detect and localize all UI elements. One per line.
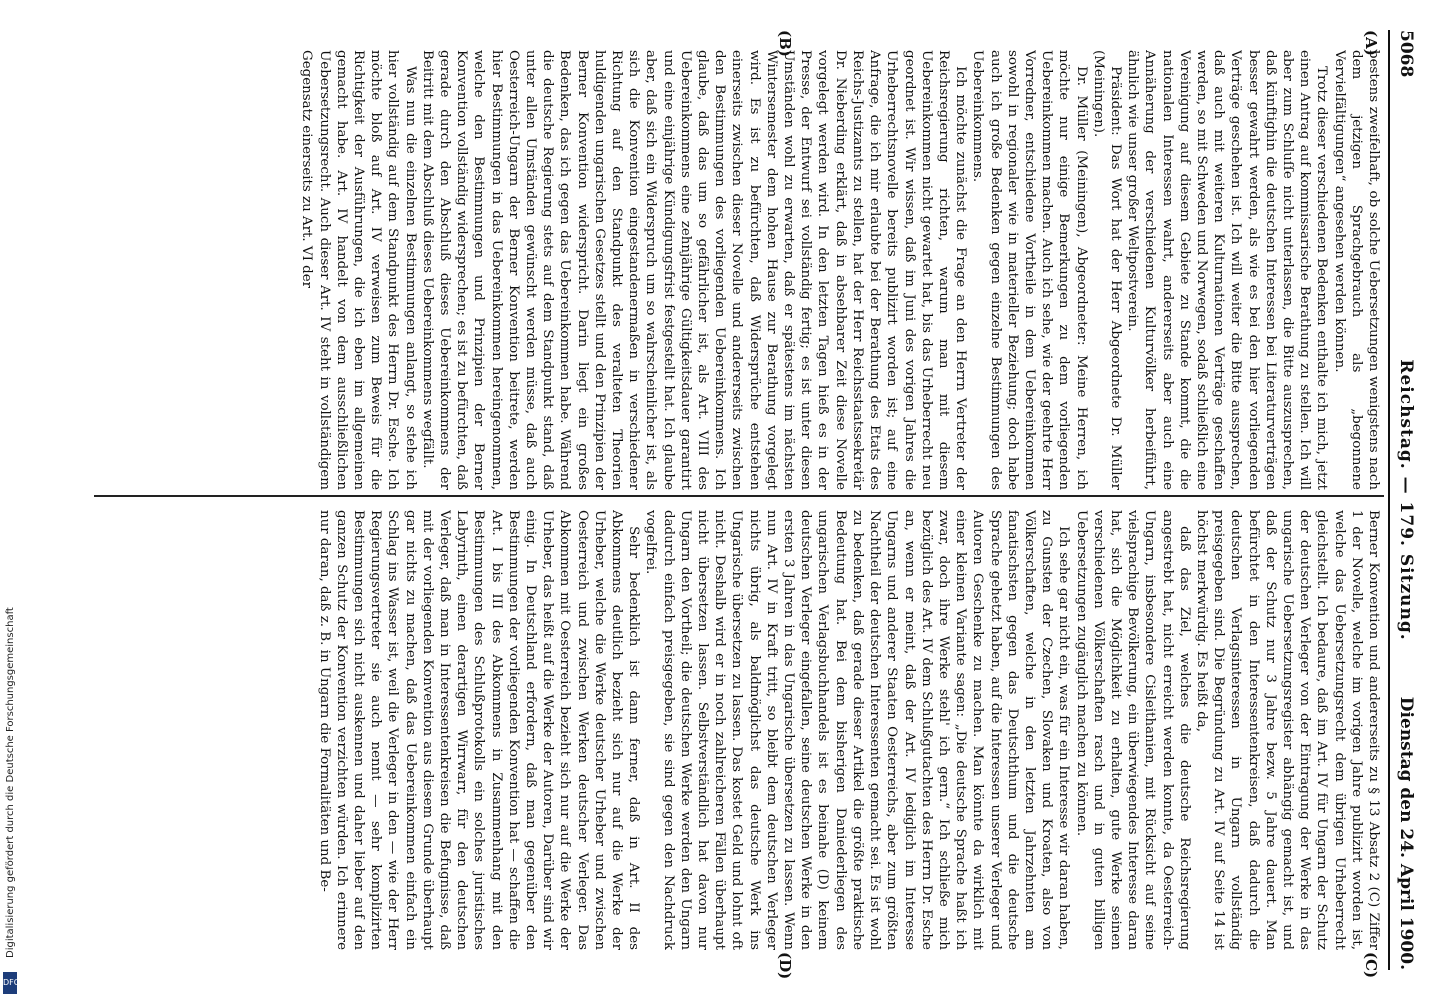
document-page <box>54 0 1434 1000</box>
credit-text: Digitalisierung gefördert durch die Deutsche Forschungsgemeinschaft <box>5 607 16 958</box>
digitization-credit <box>4 2 20 992</box>
margin-marker-d: (D) <box>776 952 794 980</box>
header-rule <box>1388 30 1390 970</box>
paragraph: bestens zweifelhaft, ob solche Uebersetzungen wenigstens nach dem jetzigen Sprachgebrauch als „begonnene Vervielfältigungen“ angesehen werden können. <box>1331 50 1381 490</box>
column-divider <box>94 495 1384 497</box>
margin-marker-b: (B) <box>776 30 794 57</box>
paragraph: Ich möchte zunächst die Frage an den Herrn Vertreter der Reichsregierung richten, warum man mit diesem Uebereinkommen nicht gewartet hat, bis das Urheberrecht neu geordnet ist. Wir wissen, daß im Juni des vorigen Jahres die Urheberrechtsnovelle bereits publizirt worden ist; auf eine Anfrage, die ich mir erlaubte bei der Berathung des Etats des Reichs-Justizamts zu stellen, hat der Herr Reichsstaatssekretär Dr. Nieberding erklärt, daß in absehbarer Zeit diese Novelle vorgelegt werden wird. In den letzten Tagen hieß es in der Presse, der Entwurf sei vollständig fertig; es ist unter diesen Umständen wohl zu erwarten, daß er spätestens im nächsten Wintersemester dem hohen Hause zur Berathung vorgelegt wird. Es ist zu befürchten, daß Widersprüche entstehen einerseits zwischen dieser Novelle und andererseits zwischen den Bestimmungen des vorliegenden Uebereinkommens. Ich glaube, daß das um so gefährlicher ist, als Art. VIII des Uebereinkommens eine zehnjährige Gültigkeitsdauer garantirt und eine einjährige Kündigungsfrist festgestellt hat. Ich glaube aber, daß sich ein Widerspruch um so wahrscheinlicher ist, als sich die Konvention eingestandenermaßen in verschiedener Richtung auf den Standpunkt des veralteten Theorien huldigenden ungarischen Gesetzes stellt und den Prinzipien der Berner Konvention widerspricht. Darin liegt ein großes Bedenken, das ich gegen das Uebereinkommen habe. Während die deutsche Regierung stets auf dem Standpunkt stand, daß unter allen Umständen gewünscht werden müsse, daß auch Oesterreich-Ungarn der Berner Konvention beitrete, werden hier Bestimmungen in das Uebereinkommen hereingenommen, welche den Bestimmungen und Prinzipien der Berner Konvention vollständig widersprechen; es ist zu befürchten, daß gerade durch den Abschluß dieses Uebereinkommens der Beitritt mit dem Abschluß dieses Uebereinkommens wegfällt. <box>419 50 969 490</box>
paragraph: Präsident: Das Wort hat der Herr Abgeordnete Dr. Müller (Meiningen). <box>1090 50 1123 490</box>
paragraph: Trotz dieser verschiedenen Bedenken enthalte ich mich, jetzt einen Antrag auf kommissarische Berathung zu stellen. Ich will aber zum Schluſſe nicht unterlassen, die Bitte auszusprechen, daß künftighin die deutschen Interessen bei Literaturverträgen besser gewahrt werden, als wie es bei den hier vorliegenden Verträge geschehen ist. Ich will weiter die Bitte aussprechen, daß auch mit weiteren Kulturnationen Verträge geschaffen werden, so mit Schweden und Norwegen, sodaß schließlich eine Vereinigung auf diesem Gebiete zu Stande kommt, die die nationalen Interessen wahrt, andererseits aber auch eine Annäherung der verschiedenen Kulturvölker herbeiführt, ähnlich wie unser großer Weltpostverein. <box>1125 50 1330 490</box>
paragraph: Was nun die einzelnen Bestimmungen anlangt, so stehe ich hier vollständig auf dem Standpunkt des Herrn Dr. Esche. Ich möchte bloß auf Art. IV verweisen zum Beweis für die Richtigkeit der Ausführungen, die ich eben im allgemeinen gemacht habe. Art. IV handelt von dem ausschließlichen Uebersetzungsrecht. Auch dieser Art. IV steht in vollständigem Gegensatz einerseits zu Art. VI der <box>299 50 418 490</box>
right-column <box>94 510 1382 950</box>
paragraph: daß das Ziel, welches die deutsche Reichsregierung angestrebt hat, nicht erreicht werden konnte, da Oesterreich-Ungarn, insbesondere Cisleithanien, mit Rücksicht auf seine vielsprachige Bevölkerung, ein überwiegendes Interesse daran hat, sich die Möglichkeit zu erhalten, gute Werke seinen verschiedenen Völkerschaften rasch und in guten billigen Uebersetzungen zugänglich machen zu können. <box>1073 510 1192 950</box>
running-title: Reichstag. — 179. Sitzung. <box>1396 359 1416 641</box>
page-number: 5068 <box>1396 30 1416 78</box>
paragraph: Dr. Müller (Meiningen), Abgeordneter: Meine Herren, ich möchte nur einige Bemerkungen zu dem vorliegenden Uebereinkommen machen. Auch ich sehe, wie der geehrte Herr Vorredner, entschiedene Vortheile in dem Uebereinkommen sowohl in regionaler wie in materieller Beziehung; doch habe auch ich große Bedenken gegen einzelne Bestimmungen des Uebereinkommens. <box>970 50 1089 490</box>
left-column <box>94 50 1382 490</box>
session-date: Dienstag den 24. April 1900. <box>1396 696 1416 970</box>
paragraph: Berner Konvention und andererseits zu § 13 Absatz 2 (C) Ziffer 1 der Novelle, welche im vorigen Jahre publizirt worden ist, welche das Uebersetzungsrecht dem übrigen Urheberrecht gleichstellt. Ich bedaure, daß im Art. IV für Ungarn der Schutz der deutschen Verleger von der Eintragung der Werke in das ungarische Uebersetzungsregister abhängig gemacht ist, und daß der Schutz nur 3 Jahre bezw. 5 Jahre dauert. Man befürchtet in den Interessentenkreisen, daß dadurch die deutschen Verlagsinteressen in Ungarn vollständig preisgegeben sind. Die Begründung zu Art. IV auf Seite 14 ist höchst merkwürdig. Es heißt da, <box>1193 510 1381 950</box>
page-header <box>1394 30 1416 970</box>
margin-marker-a: (A) <box>1362 30 1380 56</box>
dfg-logo: DFG <box>3 972 17 994</box>
paragraph: Sehr bedenklich ist dann ferner, daß in Art. II des Abkommens deutlich bezieht sich nur auf die Werke der Urheber, welche die Werke deutscher Urheber und zwischen Oesterreich und zwischen Werken deutscher Verleger. Das Abkommen mit Oesterreich bezieht sich nur auf die Werke der Urheber, das heißt auf die Werke der Autoren, Darüber sind wir einig. In Deutschland erfordern, daß man gegenüber den Bestimmungen der vorliegenden Konvention hat — schaffen die Art. I bis III des Abkommens in Zusammenhang mit den Bestimmungen des Schlußprotokolls ein solches juristisches Labyrinth, einen derartigen Wirrwarr, für den deutschen Verleger, daß man in Interessentenkreisen die Befugnisse, daß mit der vorliegenden Konvention aus diesem Grunde überhaupt gar nichts zu machen, daß das Uebereinkommen einfach ein Schlag ins Wasser ist, weil die Verleger in den — wie der Herr Regierungsvertreter sie auch nennt — sehr komplizirten Bestimmungen sich nicht auskennen und daher lieber auf den ganzen Schutz der Konvention verzichten würden. Ich erinnere nur daran, daß z. B. in Ungarn die Formalitäten und Be- <box>316 510 642 950</box>
margin-marker-c: (C) <box>1362 952 1380 979</box>
paragraph: Ich sehe gar nicht ein, was für ein Interesse wir daran haben, zu Gunsten der Czechen, Slovaken und Kroaten, also von Völkerschaften, welche in den letzten Jahrzehnten am fanatischsten gegen das Deutschthum und die deutsche Sprache gehetzt haben, auf die Interessen unserer Verleger und Autoren Geschenke zu machen. Man könnte da wirklich mit einer kleinen Variante sagen: „Die deutsche Sprache haßt ich zwar, doch ihre Werke stehl' ich gern.“ Ich schließe mich bezüglich des Art. IV dem Schlußgutachten des Herrn Dr. Esche an, wenn er meint, daß der Art. IV lediglich im Interesse Ungarns und anderer Staaten Oesterreichs, aber zum größten Nachtheil der deutschen Interessenten gemacht sei. Es ist wohl zu bedenken, daß gerade dieser Artikel die größte praktische Bedeutung hat. Bei dem bisherigen Daniederliegen des ungarischen Verlagsbuchhandels ist es beinahe (D) keinem deutschen Verleger eingefallen, seine deutschen Werke in den ersten 3 Jahren in das Ungarische übersetzen zu lassen. Wenn nun Art. IV in Kraft tritt, so bleibt dem deutschen Verleger nichts übrig, als baldmöglichst das deutsche Werk ins Ungarische übersetzen zu lassen. Das kostet Geld und lohnt oft nicht. Deshalb wird er in noch zahlreicheren Fällen überhaupt nicht übersetzen lassen. Selbstverständlich hat davon nur Ungarn den Vortheil; die deutschen Werke werden den Ungarn dadurch einfach preisgegeben, sie sind gegen den Nachdruck vogelfrei. <box>643 510 1072 950</box>
